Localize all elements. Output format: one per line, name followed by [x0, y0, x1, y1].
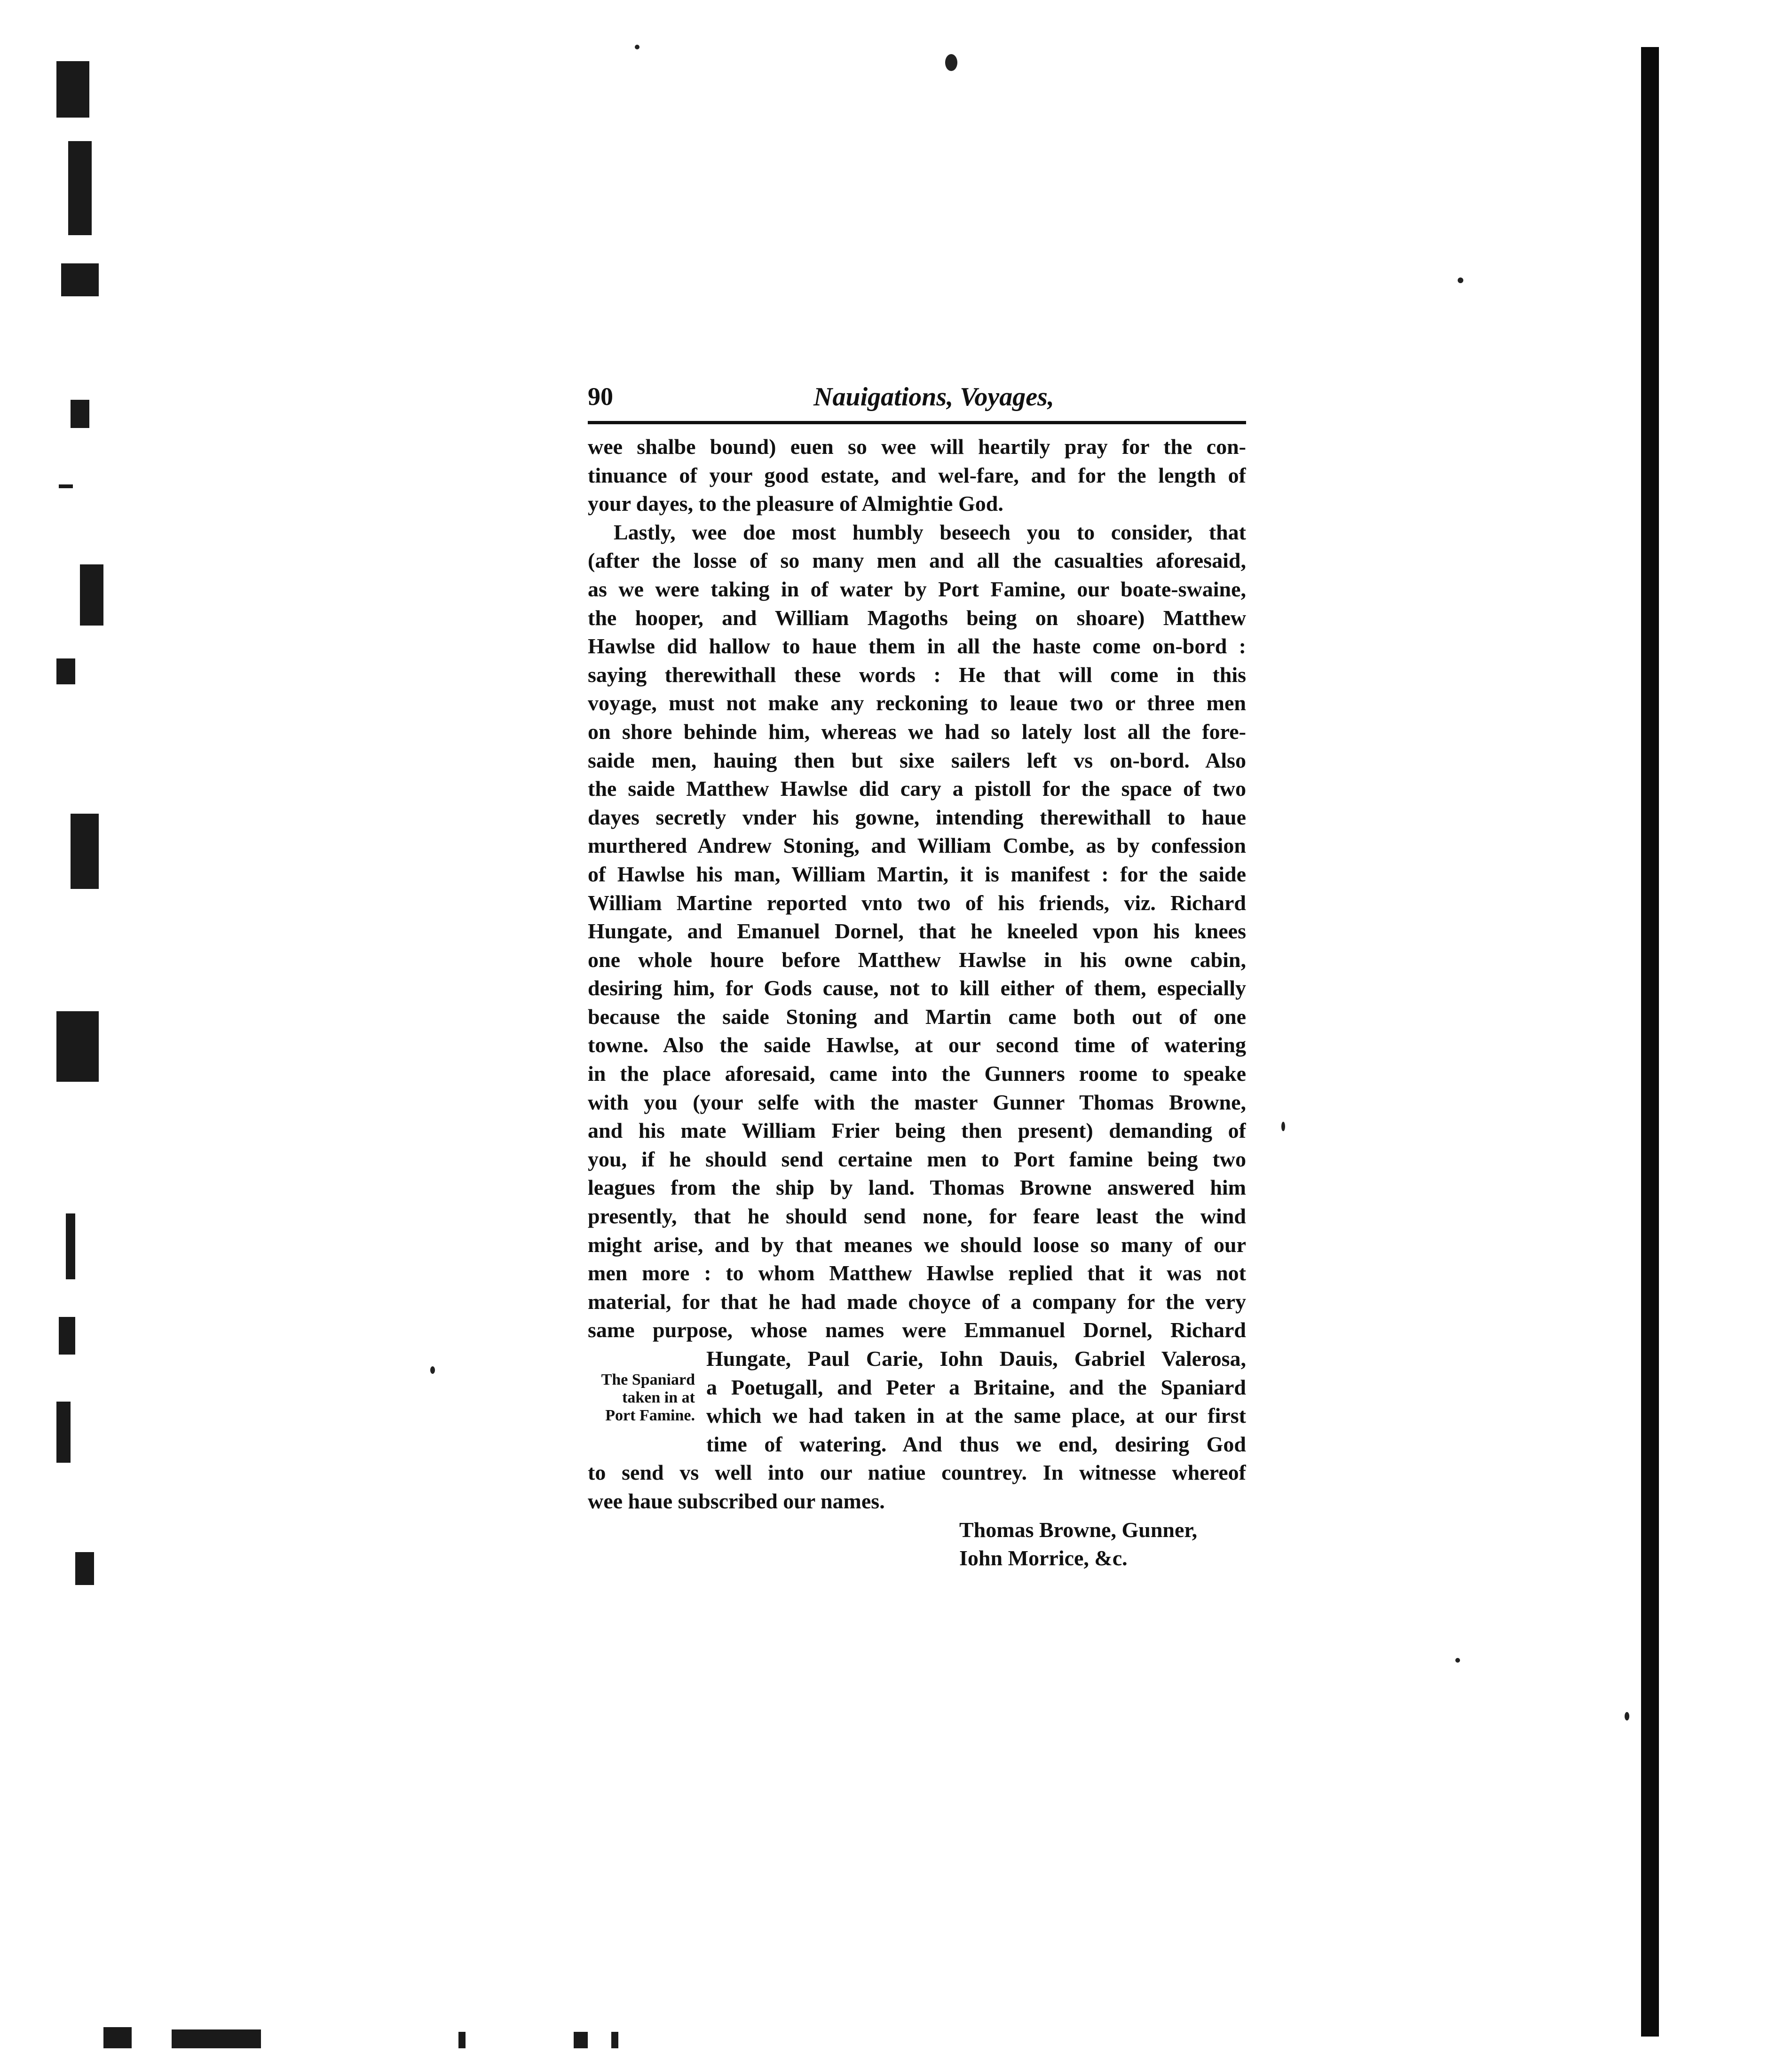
page-edge-shadow	[1641, 47, 1659, 2037]
signature-line: Thomas Browne, Gunner,	[959, 1517, 1198, 1542]
scan-artifact	[61, 263, 99, 296]
text-line: you, if he should send certaine men to Port famine being two	[588, 1147, 1246, 1171]
text-line: desiring him, for Gods cause, not to kill either of them, especially	[588, 976, 1246, 1000]
text-line: with you (your selfe with the master Gunner Thomas Browne,	[588, 1090, 1246, 1114]
text-line: time of watering. And thus we end, desiring God	[706, 1432, 1246, 1456]
text-line: presently, that he should send none, for feare least the wind	[588, 1204, 1246, 1229]
scan-artifact	[56, 1011, 99, 1082]
page-number: 90	[588, 382, 613, 411]
text-line: Hungate, and Emanuel Dornel, that he kneeled vpon his knees	[588, 919, 1246, 943]
margin-note-line: Port Famine.	[605, 1407, 695, 1424]
text-line: leagues from the ship by land. Thomas Browne answered him	[588, 1175, 1246, 1200]
signature-line: Iohn Morrice, &c.	[959, 1546, 1128, 1570]
text-line: because the saide Stoning and Martin came both out of one	[588, 1004, 1246, 1029]
scan-artifact	[56, 658, 75, 684]
text-line: to send vs well into our natiue countrey. In witnesse whereof	[588, 1460, 1246, 1485]
scan-artifact	[80, 564, 103, 626]
ink-speck	[1281, 1122, 1285, 1131]
text-line: wee shalbe bound) euen so wee will heartily pray for the con-	[588, 435, 1246, 459]
running-title: Nauigations, Voyages,	[813, 382, 1054, 412]
text-line: dayes secretly vnder his gowne, intending therewithall to haue	[588, 805, 1246, 829]
scan-artifact	[59, 484, 73, 488]
text-line: the saide Matthew Hawlse did cary a pistoll for the space of two	[588, 777, 1246, 801]
ink-speck	[1625, 1712, 1629, 1720]
text-line: might arise, and by that meanes we should loose so many of our	[588, 1232, 1246, 1257]
margin-note-line: taken in at	[622, 1389, 695, 1406]
scan-artifact	[56, 1402, 71, 1463]
text-line: of Hawlse his man, William Martin, it is manifest : for the saide	[588, 862, 1246, 886]
margin-note	[554, 1371, 695, 1425]
text-line: saying therewithall these words : He that will come in this	[588, 662, 1246, 687]
ink-speck	[945, 54, 957, 71]
scan-artifact	[59, 1317, 75, 1355]
scan-artifact	[611, 2032, 618, 2048]
scan-artifact	[71, 400, 89, 428]
ink-speck	[1455, 1658, 1460, 1663]
text-line: and his mate William Frier being then present) demanding of	[588, 1118, 1246, 1143]
scan-artifact	[172, 2029, 261, 2048]
scan-artifact	[458, 2032, 466, 2048]
scan-artifact	[574, 2032, 588, 2048]
text-line: Hawlse did hallow to haue them in all the haste come on-bord :	[588, 634, 1246, 658]
running-head	[588, 376, 1246, 419]
text-line: Hungate, Paul Carie, Iohn Dauis, Gabriel Valerosa,	[706, 1347, 1246, 1371]
text-line: towne. Also the saide Hawlse, at our second time of watering	[588, 1033, 1246, 1057]
text-line: a Poetugall, and Peter a Britaine, and the Spaniard	[706, 1375, 1246, 1399]
text-line: as we were taking in of water by Port Famine, our boate-swaine,	[588, 577, 1246, 601]
text-line: Lastly, wee doe most humbly beseech you to consider, that	[614, 520, 1246, 544]
text-line: voyage, must not make any reckoning to leaue two or three men	[588, 691, 1246, 715]
text-line: (after the losse of so many men and all the casualties aforesaid,	[588, 548, 1246, 573]
text-line: the hooper, and William Magoths being on shoare) Matthew	[588, 605, 1246, 630]
text-line: tinuance of your good estate, and wel-fare, and for the length of	[588, 463, 1246, 487]
scan-artifact	[103, 2027, 132, 2048]
header-rule	[588, 421, 1246, 424]
text-line: in the place aforesaid, came into the Gunners roome to speake	[588, 1062, 1246, 1086]
text-line: which we had taken in at the same place, at our first	[706, 1403, 1246, 1428]
text-line: wee haue subscribed our names.	[588, 1489, 885, 1513]
scan-artifact	[68, 141, 92, 235]
text-line: on shore behinde him, whereas we had so lately lost all the fore-	[588, 719, 1246, 744]
scan-artifact	[75, 1552, 94, 1585]
text-line: William Martine reported vnto two of his friends, viz. Richard	[588, 890, 1246, 915]
text-line: material, for that he had made choyce of a company for the very	[588, 1289, 1246, 1314]
ink-speck	[635, 45, 639, 49]
text-line: your dayes, to the pleasure of Almightie God.	[588, 491, 1003, 516]
scan-artifact	[71, 814, 99, 889]
text-line: one whole houre before Matthew Hawlse in his owne cabin,	[588, 947, 1246, 972]
margin-note-line: The Spaniard	[601, 1371, 695, 1388]
ink-speck	[430, 1366, 435, 1374]
text-line: same purpose, whose names were Emmanuel Dornel, Richard	[588, 1318, 1246, 1342]
text-line: murthered Andrew Stoning, and William Combe, as by confession	[588, 833, 1246, 858]
ink-speck	[1458, 277, 1463, 283]
text-line: men more : to whom Matthew Hawlse replied that it was not	[588, 1261, 1246, 1285]
scan-artifact	[66, 1213, 75, 1279]
text-line: saide men, hauing then but sixe sailers left vs on-bord. Also	[588, 748, 1246, 772]
scan-artifact	[56, 61, 89, 118]
